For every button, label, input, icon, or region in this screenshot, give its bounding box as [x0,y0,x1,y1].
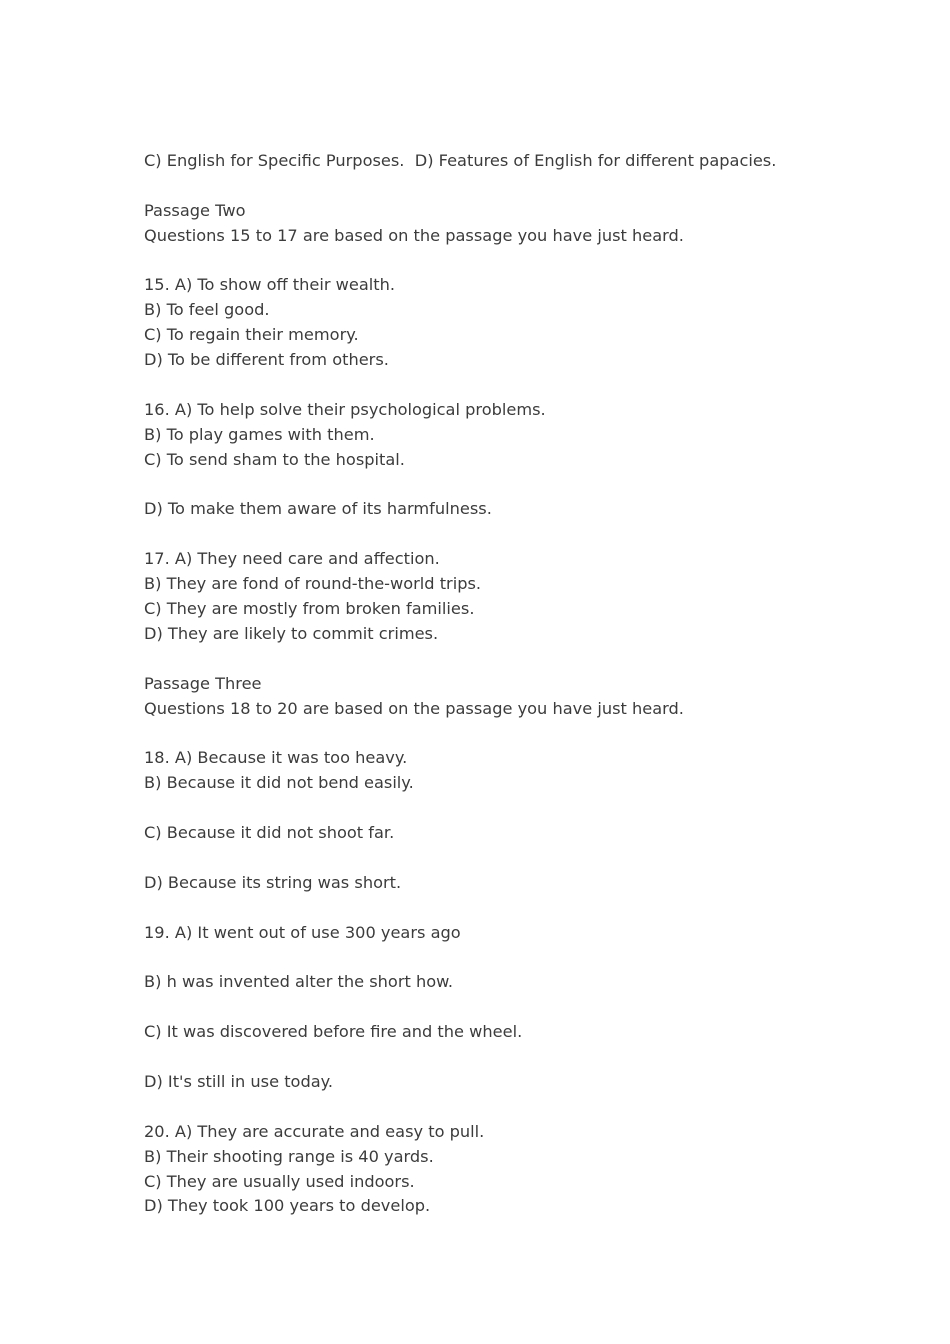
question-20-option-a: 20. A) They are accurate and easy to pull. [144,1121,485,1141]
blank-line [144,522,864,547]
question-16-option-d: D) To make them aware of its harmfulness. [144,499,492,519]
passage-instructions: Questions 15 to 17 are based on the passage you have just heard. [144,225,684,245]
question-18-option-a: 18. A) Because it was too heavy. [144,748,408,768]
blank-line [144,946,864,971]
blank-line [144,846,864,871]
question-19-option-a: 19. A) It went out of use 300 years ago [144,922,461,942]
question-16-option-a: 16. A) To help solve their psychological problems. [144,399,546,419]
document-page [144,149,864,1219]
blank-line [144,1095,864,1120]
question-17-option-c: C) They are mostly from broken families. [144,599,475,619]
blank-line [144,721,864,746]
question-20-option-d: D) They took 100 years to develop. [144,1196,431,1216]
question-19-option-c: C) It was discovered before fire and the wheel. [144,1022,523,1042]
question-15-option-b: B) To feel good. [144,300,270,320]
passage-instructions: Questions 18 to 20 are based on the passage you have just heard. [144,698,684,718]
question-17-option-a: 17. A) They need care and affection. [144,549,440,569]
question-18-option-c: C) Because it did not shoot far. [144,823,395,843]
blank-line [144,473,864,498]
blank-line [144,174,864,199]
passage-heading: Passage Two [144,200,246,220]
blank-line [144,249,864,274]
text-line: C) English for Specific Purposes. D) Features of English for different papacies. [144,151,777,170]
question-18-option-d: D) Because its string was short. [144,872,402,892]
question-15-option-d: D) To be different from others. [144,350,389,370]
question-15-option-c: C) To regain their memory. [144,325,359,345]
question-19-option-b: B) h was invented alter the short how. [144,972,454,992]
question-19-option-d: D) It's still in use today. [144,1071,334,1091]
question-17-option-b: B) They are fond of round-the-world trips. [144,574,482,594]
question-20-option-b: B) Their shooting range is 40 yards. [144,1146,434,1166]
question-17-option-d: D) They are likely to commit crimes. [144,623,439,643]
blank-line [144,896,864,921]
blank-line [144,373,864,398]
question-20-option-c: C) They are usually used indoors. [144,1171,415,1191]
question-15-option-a: 15. A) To show off their wealth. [144,275,396,295]
passage-heading: Passage Three [144,673,262,693]
question-16-option-c: C) To send sham to the hospital. [144,449,405,469]
blank-line [144,995,864,1020]
blank-line [144,1045,864,1070]
blank-line [144,796,864,821]
question-16-option-b: B) To play games with them. [144,424,375,444]
blank-line [144,647,864,672]
question-18-option-b: B) Because it did not bend easily. [144,773,414,793]
